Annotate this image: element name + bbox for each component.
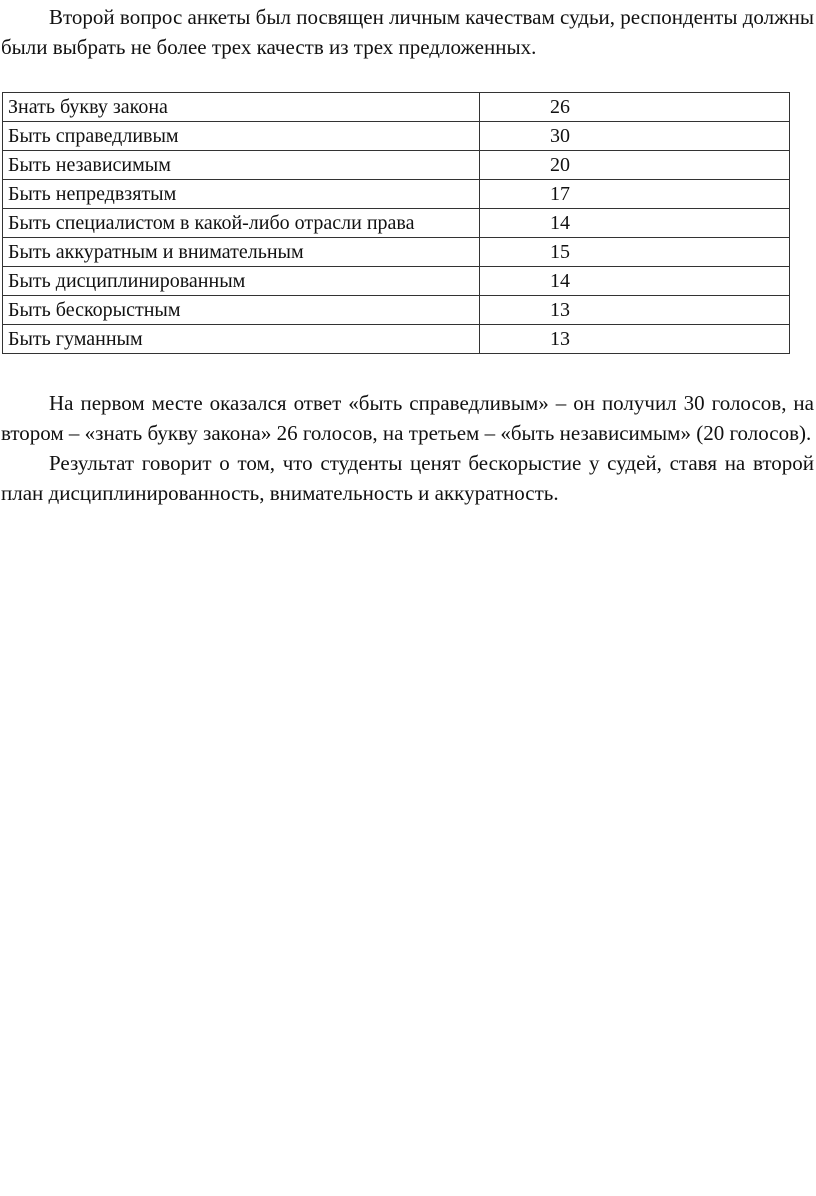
- survey-results-table: [2, 92, 790, 354]
- quality-cell: Быть специалистом в какой-либо отрасли права: [3, 209, 480, 238]
- quality-cell: Быть справедливым: [3, 122, 480, 151]
- votes-cell: 30: [480, 122, 790, 151]
- quality-cell: Знать букву закона: [3, 93, 480, 122]
- votes-cell: 26: [480, 93, 790, 122]
- votes-cell: 14: [480, 267, 790, 296]
- table-row: [3, 325, 790, 354]
- votes-cell: 17: [480, 180, 790, 209]
- result-paragraph: На первом месте оказался ответ «быть справедливым» – он получил 30 голосов, на втором – «знать букву закона» 26 голосов, на третьем – «быть независимым» (20 голосов).: [1, 391, 814, 445]
- quality-cell: Быть дисциплинированным: [3, 267, 480, 296]
- quality-cell: Быть независимым: [3, 151, 480, 180]
- quality-cell: Быть гуманным: [3, 325, 480, 354]
- intro-paragraph: Второй вопрос анкеты был посвящен личным качествам судьи, респонденты должны были выбрать не более трех качеств из трех предложенных.: [1, 5, 814, 59]
- table-row: [3, 238, 790, 267]
- votes-cell: 15: [480, 238, 790, 267]
- votes-cell: 14: [480, 209, 790, 238]
- table-row: [3, 93, 790, 122]
- table-row: [3, 296, 790, 325]
- quality-cell: Быть аккуратным и внимательным: [3, 238, 480, 267]
- table-row: [3, 151, 790, 180]
- votes-cell: 20: [480, 151, 790, 180]
- table-row: [3, 209, 790, 238]
- votes-cell: 13: [480, 325, 790, 354]
- document-page: [0, 0, 816, 508]
- table-row: [3, 267, 790, 296]
- votes-cell: 13: [480, 296, 790, 325]
- conclusion-paragraph: Результат говорит о том, что студенты ценят бескорыстие у судей, ставя на второй план дисциплинированность, внимательность и аккуратность.: [1, 451, 814, 505]
- quality-cell: Быть непредвзятым: [3, 180, 480, 209]
- quality-cell: Быть бескорыстным: [3, 296, 480, 325]
- table-row: [3, 122, 790, 151]
- table-row: [3, 180, 790, 209]
